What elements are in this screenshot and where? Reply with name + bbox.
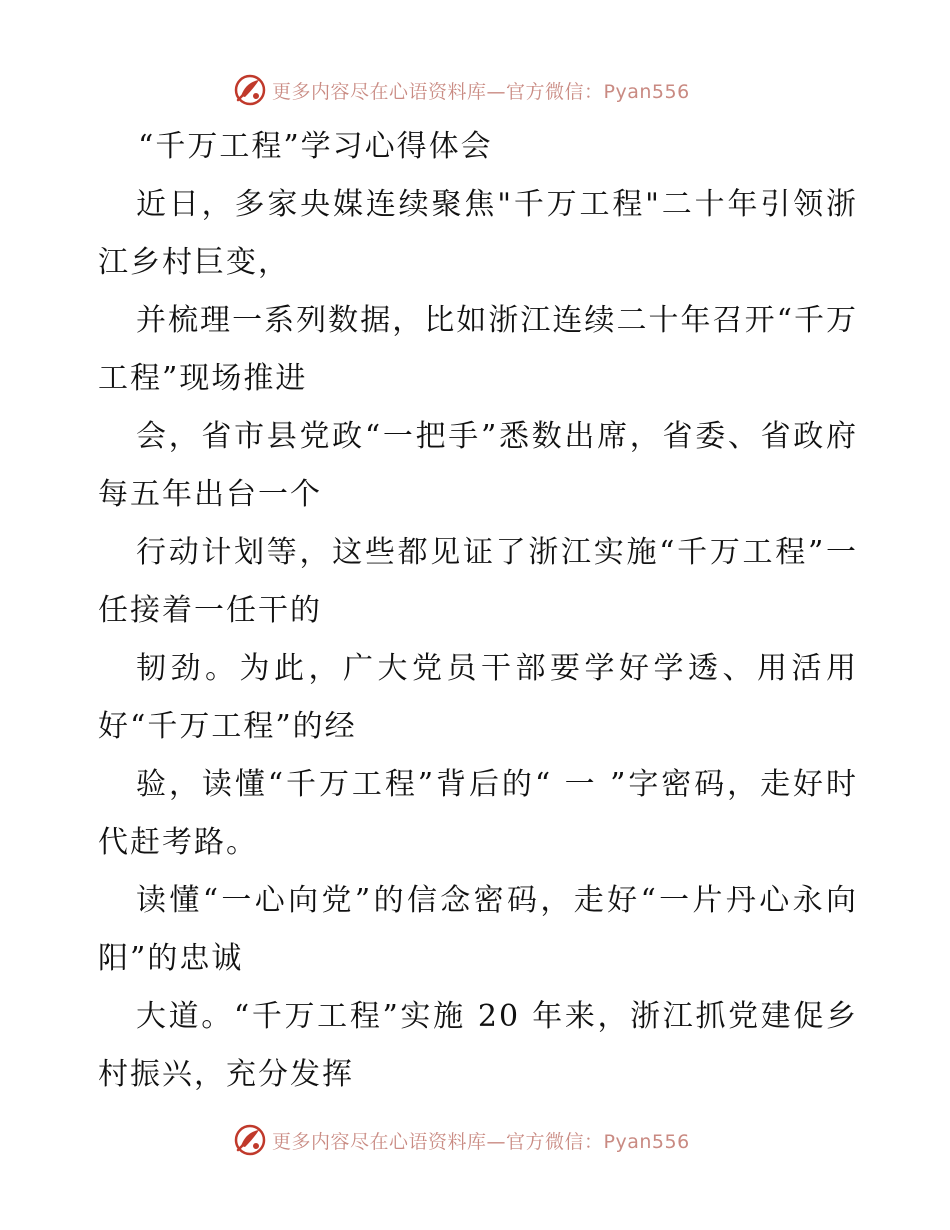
- watermark-text: 更多内容尽在心语资料库—官方微信：Pyan556: [272, 80, 690, 103]
- paragraph: 近日，多家央媒连续聚焦"千万工程"二十年引领浙江乡村巨变，: [98, 187, 858, 280]
- paragraph: 验，读懂“千万工程”背后的“ 一 ”字密码，走好时代赶考路。: [98, 767, 858, 860]
- document-title: “千万工程”学习心得体会: [138, 129, 493, 164]
- header-watermark: [232, 70, 752, 110]
- paragraph: 韧劲。为此，广大党员干部要学好学透、用活用好“千万工程”的经: [98, 651, 858, 744]
- pen-logo-icon: [232, 1122, 268, 1158]
- paragraph: 大道。“千万工程”实施 20 年来，浙江抓党建促乡村振兴，充分发挥: [98, 999, 858, 1092]
- paragraph: 并梳理一系列数据，比如浙江连续二十年召开“千万工程”现场推进: [98, 303, 858, 396]
- paragraph: 行动计划等，这些都见证了浙江实施“千万工程”一任接着一任干的: [98, 535, 858, 628]
- paragraph: 读懂“一心向党”的信念密码，走好“一片丹心永向阳”的忠诚: [98, 883, 858, 976]
- paragraph: 会，省市县党政“一把手”悉数出席，省委、省政府每五年出台一个: [98, 419, 858, 512]
- watermark-text: 更多内容尽在心语资料库—官方微信：Pyan556: [272, 1130, 690, 1153]
- pen-logo-icon: [232, 72, 268, 108]
- document-body: [98, 118, 858, 1104]
- footer-watermark: [232, 1120, 752, 1160]
